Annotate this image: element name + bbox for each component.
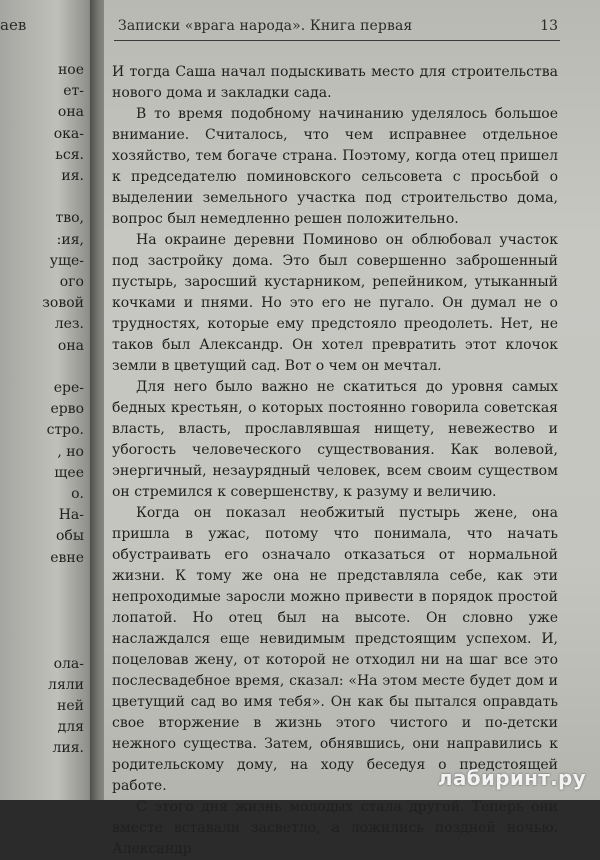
left-line-fragment: На- [58, 507, 84, 524]
left-line-fragment: ляли [48, 676, 84, 693]
left-line-fragment: ия. [61, 168, 84, 184]
left-line-fragment: уще- [49, 252, 84, 269]
page-number: 13 [540, 18, 558, 34]
left-line-fragment: обы [56, 528, 84, 545]
left-line-fragment: ься. [55, 146, 84, 163]
left-page-fragments [0, 0, 92, 800]
left-line-fragment: :ия, [56, 231, 84, 248]
left-line-fragment: она [57, 337, 84, 354]
left-line-fragment: ет- [63, 83, 84, 100]
left-line-fragment: ого [59, 274, 84, 290]
left-line-fragment: для [57, 719, 84, 736]
paragraph: Когда он показал необжитый пустырь жене, она пришла в ужас, потому что понимала, что начать обустраивать его означало отказаться от нормальной жизни. К тому же она не представляла себе, как эти непроходимые заросли можно привести в порядок простой лопатой. Но отец был на высоте. Он словно уже наслаждался еще невидимым предстоящим успехом. И, поцеловав жену, от которой не отходил ни на шаг все это послесвадебное время, сказал: «На этом месте будет дом и цветущий сад во имя тебя». Он как бы пытался оправдать свое вторжение в жизнь этого чистого и по-детски нежного существа. Затем, обнявшись, они направились к родительскому дому, на ходу беседуя о предстоящей работе. [112, 505, 558, 794]
paragraph: В то время подобному начинанию уделялось большое внимание. Считалось, что чем исправнее отдельное хозяйство, тем богаче страна. Поэтому, когда отец пришел к председателю поминовского сельсовета с просьбой о выделении земельного участка под строительство дома, вопрос был немедленно решен положительно. [112, 106, 558, 227]
header-title: Записки «врага народа». Книга первая [118, 18, 413, 34]
left-line-fragment: ерво [50, 401, 84, 418]
left-header-fragment: аев [0, 16, 27, 34]
left-line-fragment: лия. [52, 740, 84, 757]
left-line-fragment: евне [50, 549, 84, 566]
header-rule [114, 40, 560, 41]
left-line-fragment: ное [57, 62, 84, 78]
left-line-fragment: она [57, 104, 84, 121]
left-line-fragment: тво, [55, 210, 84, 227]
left-line-fragment: щее [54, 464, 84, 481]
running-header [118, 16, 558, 40]
left-page [0, 0, 96, 800]
left-line-fragment: зовой [42, 295, 84, 312]
paragraph: С этого дня жизнь молодых стала другой. Теперь они вместе вставали засветло, а ложились поздней ночью. Александр [112, 799, 558, 857]
left-line-fragment: ере- [53, 380, 84, 396]
left-line-fragment: лез. [54, 316, 84, 333]
left-line-fragment: , но [57, 443, 84, 460]
body-text [112, 62, 558, 860]
paragraph: И тогда Саша начал подыскивать место для строительства нового дома и закладки сада. [112, 64, 558, 101]
left-line-fragment: ней [57, 698, 84, 714]
left-line-fragment: ола- [53, 655, 84, 672]
paragraph: На окраине деревни Поминово он облюбовал участок под застройку дома. Это был совершенно заброшенный пустырь, заросший кустарником, репейником, утыканный кочками и пнями. Но это его не пугало. Он думал не о трудностях, которые ему предстояло преодолеть. Нет, не таков был Александр. Он хотел превратить этот клочок земли в цветущий сад. Вот о чем он мечтал. [112, 232, 558, 374]
watermark-logo: лабиринт.ру [437, 766, 586, 790]
left-line-fragment: стро. [46, 422, 84, 439]
left-line-fragment: ока- [53, 125, 84, 142]
paragraph: Для него было важно не скатиться до уровня самых бедных крестьян, о которых постоянно говорила советская власть, власть, прославлявшая нищету, невежество и убогость человеческого существования. Как волевой, энергичный, незаурядный человек, всем своим существом он стремился к совершенству, к разуму и величию. [112, 379, 558, 500]
left-line-fragment: о. [71, 486, 84, 502]
